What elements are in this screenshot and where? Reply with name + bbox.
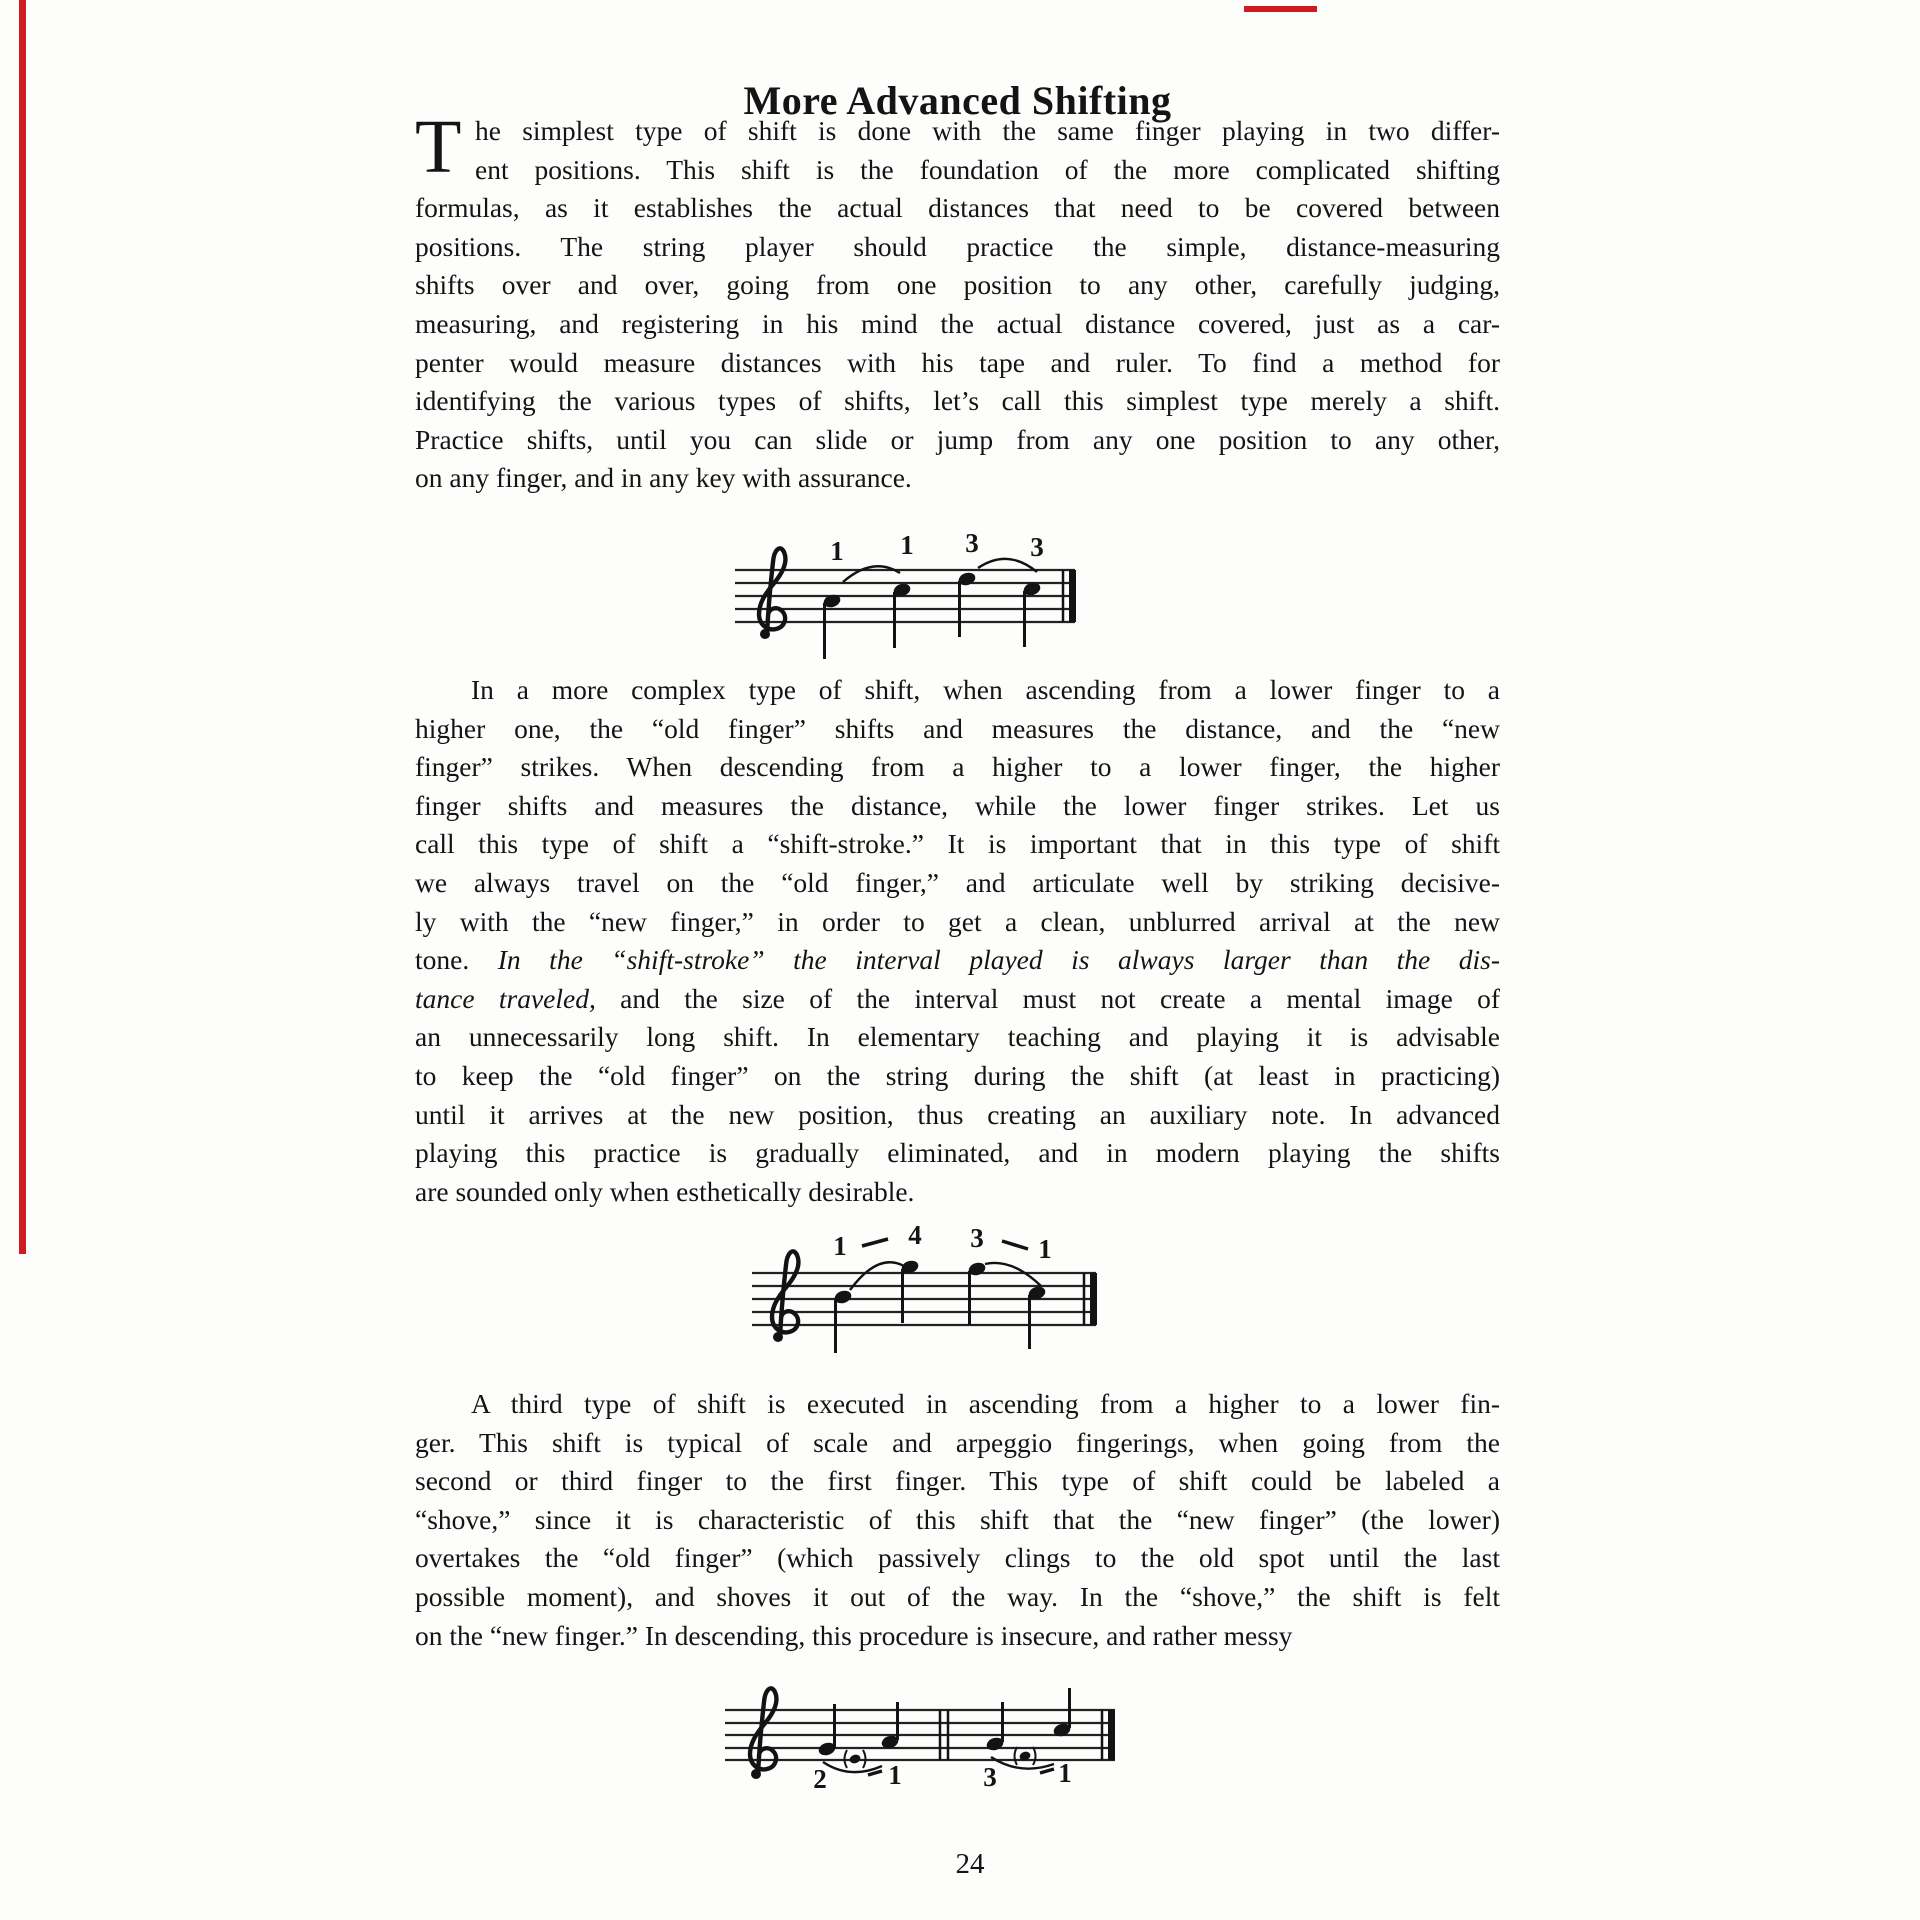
- text-line: [415, 980, 1500, 1019]
- fingering-number: 4: [908, 1222, 922, 1250]
- text-line: ger. This shift is typical of scale and arpeggio fingerings, when going from the: [415, 1426, 1500, 1458]
- under-slur: [823, 1762, 882, 1772]
- paragraph-3: [415, 1385, 1500, 1655]
- slur: [843, 566, 900, 582]
- text-line: to keep the “old finger” on the string during the shift (at least in practicing): [415, 1059, 1500, 1091]
- text-line: an unnecessarily long shift. In elementary teaching and playing it is advisable: [415, 1021, 1500, 1053]
- note: [957, 571, 977, 637]
- text-line: [415, 941, 1500, 980]
- note: [817, 1704, 837, 1757]
- auxiliary-note: [1015, 1747, 1036, 1765]
- page-title: More Advanced Shifting: [743, 77, 1172, 123]
- shift-dash: [1002, 1241, 1028, 1249]
- text-line: Practice shifts, until you can slide or jump from any one position to any other,: [415, 423, 1500, 455]
- text-segment: tone.: [415, 944, 498, 976]
- text-line: finger” strikes. When descending from a higher to a lower finger, the higher: [415, 751, 1500, 783]
- treble-clef-icon: [750, 1688, 776, 1779]
- text-line: In a more complex type of shift, when ascending from a lower finger to a: [471, 674, 1500, 705]
- text-line: overtakes the “old finger” (which passively clings to the old spot until the last: [415, 1542, 1500, 1574]
- fingering-number: 1: [833, 1231, 847, 1261]
- text-line: higher one, the “old finger” shifts and measures the distance, and the “new: [415, 712, 1500, 744]
- text-line: second or third finger to the first finger. This type of shift could be labeled a: [415, 1465, 1500, 1497]
- music-example-3: [710, 1662, 1130, 1812]
- text-line: on the “new finger.” In descending, this procedure is insecure, and rather messy: [415, 1619, 1293, 1651]
- note: [967, 1261, 987, 1325]
- text-segment: and the size of the interval must not create a mental image of: [595, 982, 1500, 1014]
- text-line: “shove,” since it is characteristic of this shift that the “new finger” (the lower): [415, 1503, 1500, 1535]
- text-line: positions. The string player should practice the simple, distance-measuring: [415, 230, 1500, 262]
- staff-lines: [752, 1273, 1096, 1325]
- text-line: possible moment), and shoves it out of the way. In the “shove,” the shift is felt: [415, 1580, 1500, 1612]
- text-line: call this type of shift a “shift-stroke.” It is important that in this type of shift: [415, 828, 1500, 860]
- text-line: ent positions. This shift is the foundation of the more complicated shifting: [475, 153, 1500, 185]
- text-line: identifying the various types of shifts, let’s call this simplest type merely a shift.: [415, 385, 1500, 417]
- italic-text-segment: tance traveled,: [415, 982, 596, 1014]
- text-line: A third type of shift is executed in ascending from a higher to a lower fin-: [471, 1388, 1500, 1419]
- note: [900, 1259, 920, 1323]
- text-line: measuring, and registering in his mind the actual distance covered, just as a car-: [415, 307, 1500, 339]
- treble-clef-icon: [772, 1251, 798, 1342]
- text-line: finger shifts and measures the distance, while the lower finger strikes. Let us: [415, 789, 1500, 821]
- shift-dash: [862, 1239, 888, 1246]
- music-example-2: [740, 1222, 1110, 1362]
- fingering-number: 3: [1030, 532, 1044, 562]
- fingering-number: 2: [813, 1764, 827, 1794]
- text-line: on any finger, and in any key with assurance.: [415, 462, 912, 494]
- fingering-number: 1: [900, 530, 914, 560]
- paragraph-3-lines: [415, 1385, 1500, 1655]
- slur: [985, 1263, 1041, 1286]
- paragraph-2: [415, 671, 1500, 1211]
- text-line: penter would measure distances with his tape and ruler. To find a method for: [415, 346, 1500, 378]
- text-line: ly with the “new finger,” in order to get a clean, unblurred arrival at the new: [415, 905, 1500, 937]
- text-line: we always travel on the “old finger,” and articulate well by striking decisive-: [415, 866, 1500, 898]
- fingering-number: 3: [970, 1223, 984, 1253]
- note: [1052, 1688, 1072, 1738]
- red-scan-mark-top-right: [1244, 6, 1317, 12]
- note: [833, 1289, 853, 1353]
- text-line: he simplest type of shift is done with the same finger playing in two differ-: [475, 115, 1500, 146]
- shift-dash: [1040, 1769, 1054, 1773]
- italic-text-segment: In the “shift-stroke” the interval played is always larger than the dis-: [497, 944, 1500, 976]
- text-line: until it arrives at the new position, thus creating an auxiliary note. In advanced: [415, 1098, 1500, 1130]
- note: [892, 582, 912, 648]
- fingering-number: 1: [1058, 1758, 1072, 1788]
- paragraph-1: [415, 105, 1500, 498]
- text-line: shifts over and over, going from one position to any other, carefully judging,: [415, 269, 1500, 301]
- red-scan-mark-left: [19, 0, 26, 1254]
- fingering-number: 1: [830, 536, 844, 566]
- music-example-1: [725, 520, 1090, 670]
- treble-clef-icon: [759, 548, 785, 639]
- text-line: playing this practice is gradually eliminated, and in modern playing the shifts: [415, 1137, 1500, 1169]
- fingering-number: 3: [965, 528, 979, 558]
- paragraph-2-lines: [415, 671, 1500, 1211]
- drop-cap: T: [415, 105, 462, 189]
- text-line: are sounded only when esthetically desirable.: [415, 1175, 915, 1207]
- fingering-number: 1: [888, 1760, 902, 1790]
- shift-dash: [868, 1771, 882, 1775]
- paragraph-1-lines: [415, 105, 1500, 498]
- note: [1027, 1285, 1047, 1349]
- text-line: formulas, as it establishes the actual distances that need to be covered between: [415, 192, 1500, 224]
- note: [1022, 581, 1042, 647]
- fingering-number: 1: [1038, 1234, 1052, 1264]
- note: [822, 593, 842, 659]
- page-number: 24: [955, 1848, 985, 1880]
- fingering-number: 3: [983, 1762, 997, 1792]
